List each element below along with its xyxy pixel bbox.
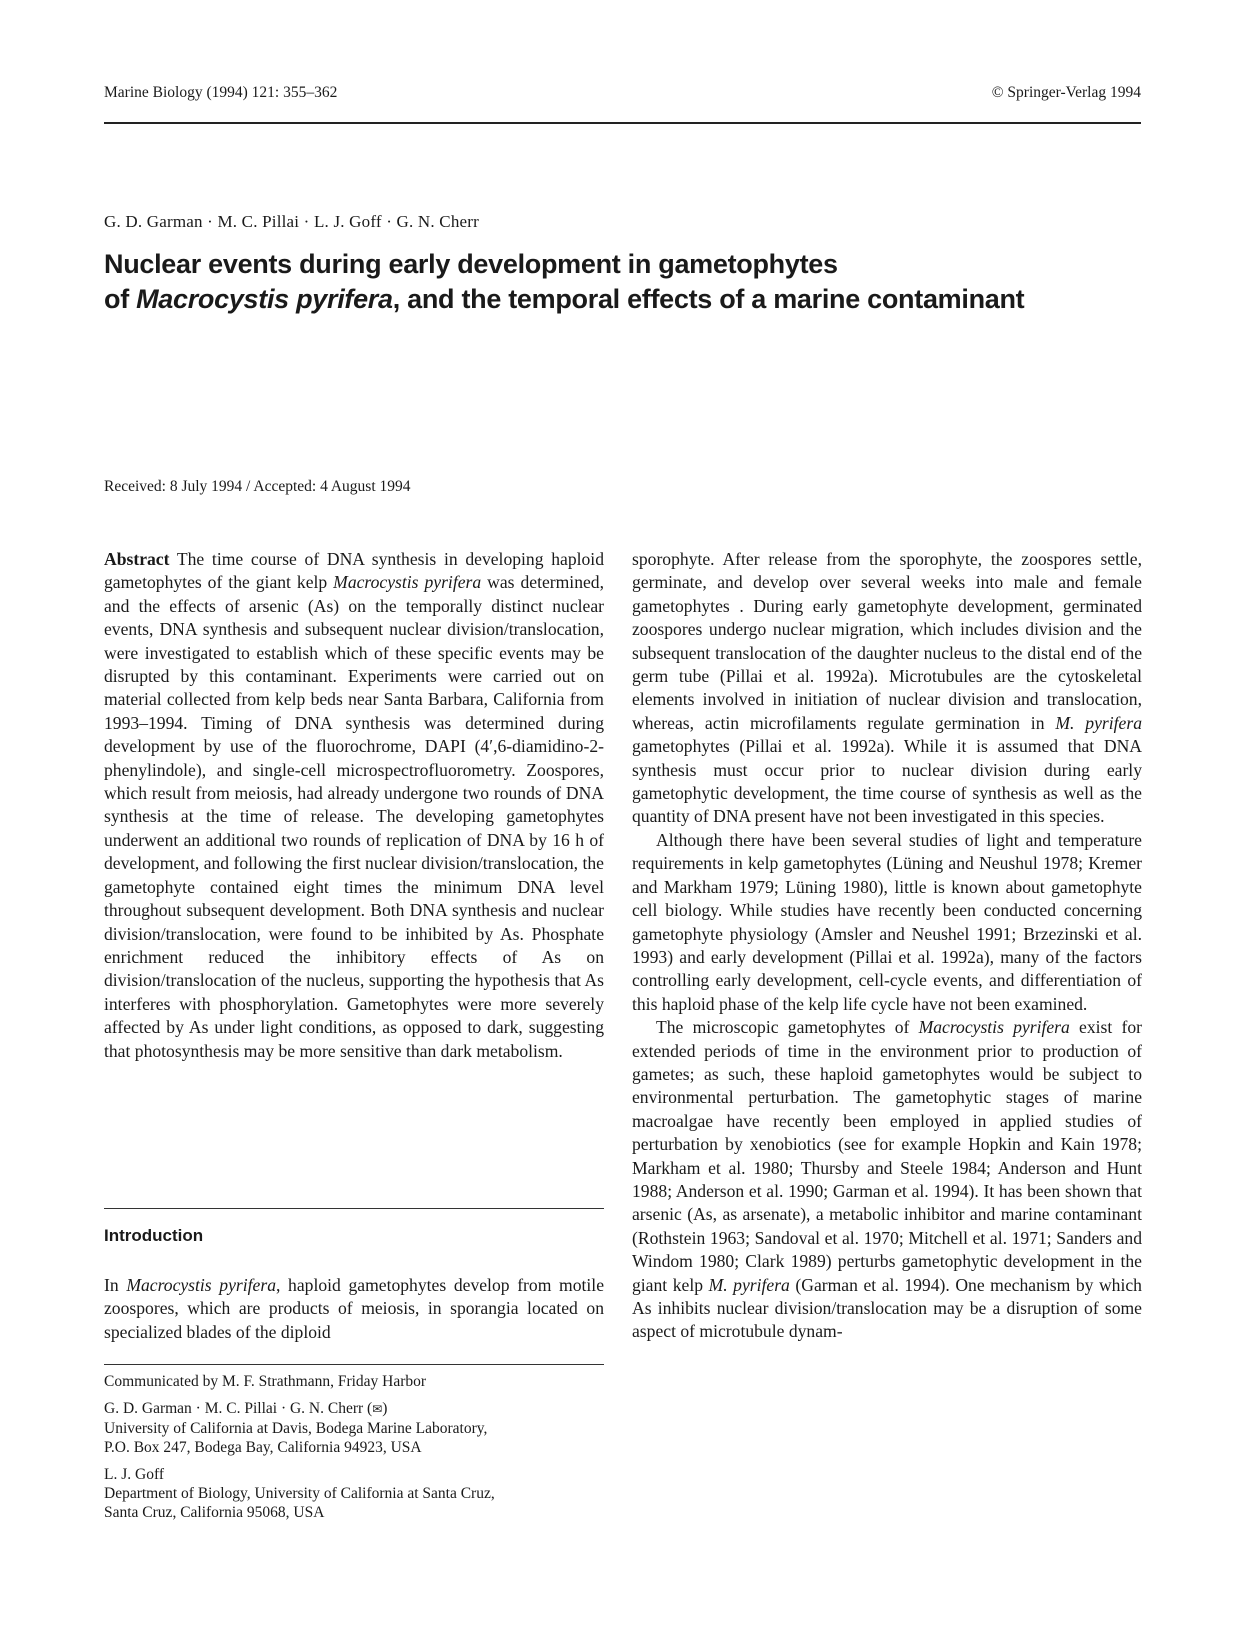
corresponding-authors-names: G. D. Garman · M. C. Pillai · G. N. Cherr ( (104, 1400, 373, 1417)
envelope-icon: ✉ (372, 1402, 383, 1416)
abstract-text-2: was determined, and the effects of arsenic (As) on the temporally distinct nuclear events, DNA synthesis and subsequent nuclear division/translocation, were investigated to establish which of these specific events may be disrupted by this contaminant. Experiments were carried out on material collected from kelp beds near Santa Barbara, California from 1993–1994. Timing of DNA synthesis was determined during development by use of the fluorochrome, DAPI (4′,6-diamidino-2-phenylindole), and single-cell microspectrofluorometry. Zoospores, which result from meiosis, had already undergone two rounds of DNA synthesis at the time of release. The developing gametophytes underwent an additional two rounds of replication of DNA by 16 h of development, and following the first nuclear division/translocation, the gametophyte contained eight times the minimum DNA level throughout subsequent development. Both DNA synthesis and nuclear division/translocation, were found to be inhibited by As. Phosphate enrichment reduced the inhibitory effects of As on division/translocation of the nucleus, supporting the hypothesis that As interferes with phosphorylation. Gametophytes were more severely affected by As under light conditions, as opposed to dark, suggesting that photosynthesis may be more sensitive than dark metabolism. (104, 572, 604, 1061)
goff-name: L. J. Goff (104, 1466, 164, 1483)
header-rule (104, 122, 1141, 124)
right-column-body (632, 548, 1142, 1344)
intro-text: , haploid gametophytes develop from motile zoospores, which are products of meiosis, in sporangia located on specialized blades of the diploid (104, 1275, 605, 1342)
p3-species: Macrocystis pyrifera (918, 1017, 1070, 1038)
affiliation-block-1 (104, 1399, 604, 1457)
corresponding-authors (104, 1399, 604, 1419)
article-title (104, 247, 1144, 317)
affiliation-1-line-2: P.O. Box 247, Bodega Bay, California 94923, USA (104, 1439, 422, 1456)
abstract-species: Macrocystis pyrifera (333, 572, 482, 593)
intro-lead: In (104, 1275, 127, 1295)
abstract-label: Abstract (104, 549, 170, 569)
copyright-notice: © Springer-Verlag 1994 (991, 84, 1141, 101)
communicated-by: Communicated by M. F. Strathmann, Friday Harbor (104, 1373, 427, 1390)
title-line-2 (104, 282, 1144, 317)
p1-species: M. pyrifera (1055, 712, 1142, 733)
affiliation-block-2 (104, 1465, 604, 1522)
author-list: G. D. Garman · M. C. Pillai · L. J. Goff · G. N. Cherr (104, 212, 479, 231)
title-suffix: , and the temporal effects of a marine contaminant (392, 284, 1025, 314)
footnote-rule (104, 1364, 604, 1365)
p3-text-a: The microscopic gametophytes of (656, 1017, 919, 1038)
journal-citation: Marine Biology (1994) 121: 355–362 (104, 84, 338, 101)
right-paragraph-3 (632, 1016, 1142, 1344)
affiliation-1-line-1: University of California at Davis, Bodega Marine Laboratory, (104, 1420, 488, 1437)
right-paragraph-1 (632, 548, 1142, 829)
intro-species: Macrocystis pyrifera (126, 1275, 276, 1295)
p3-text-c: (Garman et al. 1994). One mechanism by which As inhibits nuclear division/translocation may be a disruption of some aspect of microtubule dynam- (632, 1274, 1142, 1342)
received-accepted-dates: Received: 8 July 1994 / Accepted: 4 August 1994 (104, 478, 411, 495)
affiliation-2-line-1: Department of Biology, University of California at Santa Cruz, (104, 1485, 495, 1502)
p1-text-b: gametophytes (Pillai et al. 1992a). While it is assumed that DNA synthesis must occur prior to nuclear division during early gametophytic development, the time course of synthesis as well as the quantity of DNA present have not been investigated in this species. (632, 736, 1142, 827)
affiliation-2-line-2: Santa Cruz, California 95068, USA (104, 1504, 325, 1521)
footnotes (104, 1372, 604, 1530)
p3-text-b: exist for extended periods of time in the environment prior to production of gametes; as such, these haploid gametophytes would be subject to environmental perturbation. The gametophytic stages of marine macroalgae have recently been employed in applied studies of perturbation by xenobiotics (see for example Hopkin and Kain 1978; Markham et al. 1980; Thursby and Steele 1984; Anderson and Hunt 1988; Anderson et al. 1990; Garman et al. 1994). It has been shown that arsenic (As, as arsenate), a metabolic inhibitor and marine contaminant (Rothstein 1963; Sandoval et al. 1970; Mitchell et al. 1971; Sanders and Windom 1980; Clark 1989) perturbs gametophytic development in the giant kelp (632, 1017, 1143, 1295)
introduction-body (104, 1274, 604, 1344)
p1-text-a: sporophyte. After release from the sporophyte, the zoospores settle, germinate, and develop over several weeks into male and female gametophytes . During early gametophyte development, germinated zoospores undergo nuclear migration, which includes division and the subsequent translocation of the daughter nucleus to the distal end of the germ tube (Pillai et al. 1992a). Microtubules are the cytoskeletal elements involved in initiation of nuclear division and translocation, whereas, actin microfilaments regulate germination in (632, 549, 1142, 733)
title-line-1: Nuclear events during early development in gametophytes (104, 249, 838, 279)
abstract (104, 548, 604, 1063)
abstract-text-1: The time course of DNA synthesis in developing haploid gametophytes of the giant kelp (104, 549, 604, 593)
right-paragraph-2: Although there have been several studies of light and temperature requirements in kelp gametophytes (Lüning and Neushul 1978; Kremer and Markham 1979; Lüning 1980), little is known about gametophyte cell biology. While studies have recently been conducted concerning gametophyte physiology (Amsler and Neushel 1991; Brzezinski et al. 1993) and early development (Pillai et al. 1992a), many of the factors controlling early development, cell-cycle events, and differentiation of this haploid phase of the kelp life cycle have not been examined. (632, 829, 1142, 1014)
introduction-rule (104, 1208, 604, 1209)
p3-species-2: M. pyrifera (708, 1274, 790, 1295)
running-head (104, 84, 1141, 102)
corresponding-close: ) (382, 1400, 388, 1417)
introduction-heading: Introduction (104, 1226, 204, 1245)
title-prefix: of (104, 284, 137, 314)
introduction-paragraph (104, 1274, 604, 1344)
abstract-paragraph (104, 548, 604, 1063)
title-species: Macrocystis pyrifera (136, 284, 393, 314)
